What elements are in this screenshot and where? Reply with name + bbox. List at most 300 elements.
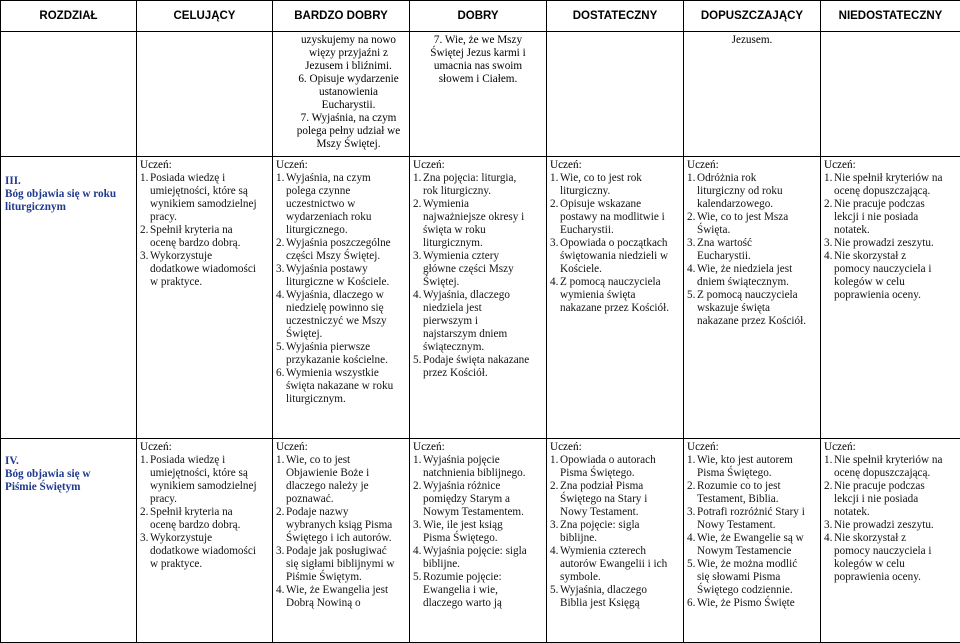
criterion-item (550, 545, 680, 584)
criterion-number: 3. (413, 250, 423, 289)
criterion-number: 5. (413, 354, 423, 380)
criterion-line: Nie pracuje podczas (834, 480, 925, 493)
uczen-label: Uczeń: (687, 159, 817, 172)
criterion-item (687, 597, 817, 610)
criterion-line: notatek. (834, 224, 925, 237)
criterion-line: ocenę dopuszczającą. (834, 185, 942, 198)
criterion-item (413, 480, 543, 519)
criterion-text (834, 532, 932, 584)
criterion-text (834, 237, 934, 250)
criterion-line: pierwszym i (423, 315, 510, 328)
criterion-line: Z pomocą nauczyciela (560, 276, 669, 289)
text-line: Eucharystii. (291, 99, 406, 112)
criterion-line: uczestniczyć we Mszy (286, 315, 387, 328)
criterion-text (423, 454, 526, 480)
criterion-line: Wykorzystuje (150, 532, 256, 545)
criterion-line: Posiada wiedzę i (150, 454, 257, 467)
criterion-line: pomocy nauczyciela i (834, 545, 932, 558)
uczen-label: Uczeń: (276, 441, 406, 454)
criterion-line: Zna pojęcia: liturgia, (423, 172, 516, 185)
criterion-text (150, 532, 256, 571)
criterion-text (697, 211, 788, 237)
criterion-line: Podaje święta nakazane (423, 354, 529, 367)
criterion-line: Nie pracuje podczas (834, 198, 925, 211)
criterion-text (697, 172, 783, 211)
text-line: słowem i Ciałem. (413, 73, 543, 86)
criterion-number: 3. (413, 519, 423, 545)
criterion-line: Wie, że Ewangelie są w (697, 532, 804, 545)
criterion-text (423, 289, 510, 354)
criterion-line: Rozumie pojęcie: (423, 571, 502, 584)
criterion-text (834, 172, 942, 198)
criterion-item (824, 519, 957, 532)
criterion-line: Świętego i ich autorów. (286, 532, 392, 545)
criterion-line: kalendarzowego. (697, 198, 783, 211)
criterion-line: wynikiem samodzielnej (150, 480, 257, 493)
criterion-text (150, 454, 257, 506)
criterion-line: Nie spełnił kryteriów na (834, 454, 942, 467)
criterion-line: Wyjaśnia pojęcie (423, 454, 526, 467)
criterion-item (276, 454, 406, 506)
criterion-number: 1. (276, 172, 286, 237)
criterion-text (286, 289, 387, 341)
header-dobry: DOBRY (410, 1, 547, 32)
criterion-line: ocenę dopuszczającą. (834, 467, 942, 480)
criterion-line: Wie, że można modlić (697, 558, 797, 571)
criterion-text (286, 263, 389, 289)
criterion-number: 3. (824, 237, 834, 250)
criterion-line: Zna pojęcie: sigla (560, 519, 640, 532)
criterion-number: 6. (687, 597, 697, 610)
criterion-line: najważniejsze okresy i (423, 211, 524, 224)
criterion-number: 3. (824, 519, 834, 532)
criterion-number: 1. (413, 172, 423, 198)
criterion-line: biblijne. (423, 558, 527, 571)
criterion-item (140, 224, 269, 250)
criterion-line: Wie, że Pismo Święte (697, 597, 795, 610)
criterion-number: 4. (276, 289, 286, 341)
text-line: Mszy Świętej. (291, 138, 406, 151)
criterion-line: uczestnictwo w (286, 198, 371, 211)
criterion-item (687, 506, 817, 532)
criterion-item (276, 506, 406, 545)
criterion-item (824, 237, 957, 250)
criterion-line: Zna podział Pisma (560, 480, 647, 493)
criterion-item (276, 172, 406, 237)
criterion-line: Święta. (697, 224, 788, 237)
criterion-line: Wyjaśnia pierwsze (286, 341, 388, 354)
criterion-line: przykazanie kościelne. (286, 354, 388, 367)
criterion-text (560, 480, 647, 519)
criterion-number: 1. (550, 172, 560, 198)
uczen-label: Uczeń: (413, 441, 543, 454)
criterion-line: liturgicznego. (286, 224, 371, 237)
uczen-label: Uczeń: (413, 159, 543, 172)
criterion-number: 3. (276, 545, 286, 584)
criterion-text (834, 480, 925, 519)
criterion-number: 4. (687, 532, 697, 558)
criterion-item (824, 250, 957, 302)
criterion-line: liturgicznym. (423, 237, 524, 250)
cell-bardzo-dobry (273, 439, 410, 643)
text-line: III. (5, 175, 133, 188)
cell-celujacy (137, 157, 273, 439)
criterion-text (286, 172, 371, 237)
criterion-item (550, 519, 680, 545)
criterion-line: się sigłami biblijnymi w (286, 558, 394, 571)
cell-bardzo-dobry-cont (273, 32, 410, 157)
criterion-item (413, 354, 543, 380)
criterion-line: Wyjaśnia pojęcie: sigla (423, 545, 527, 558)
criterion-line: poprawienia oceny. (834, 289, 932, 302)
criterion-line: Wie, co to jest (286, 454, 369, 467)
criterion-number: 2. (140, 506, 150, 532)
criterion-text (286, 545, 394, 584)
criterion-text (150, 172, 257, 224)
criterion-line: Spełnił kryteria na (150, 224, 240, 237)
criterion-text (286, 237, 391, 263)
criterion-line: poprawienia oceny. (834, 571, 932, 584)
header-niedostateczny: NIEDOSTATECZNY (821, 1, 960, 32)
criterion-line: wynikiem samodzielnej (150, 198, 257, 211)
criterion-line: dlaczego warto ją (423, 597, 502, 610)
criterion-item (824, 172, 957, 198)
cell-celujacy (137, 439, 273, 643)
criterion-line: ocenę bardzo dobrą. (150, 519, 240, 532)
criterion-line: Nie prowadzi zeszytu. (834, 237, 934, 250)
criterion-item (276, 584, 406, 610)
criterion-item (276, 367, 406, 406)
criterion-line: Wie, że Ewangelia jest (286, 584, 388, 597)
criterion-number: 3. (550, 237, 560, 276)
uczen-label: Uczeń: (140, 159, 269, 172)
criterion-item (824, 532, 957, 584)
header-dopuszczajacy: DOPUSZCZAJĄCY (684, 1, 821, 32)
text-line: polega pełny udział we (291, 125, 406, 138)
criterion-line: Z pomocą nauczyciela (697, 289, 806, 302)
criterion-line: Eucharystii. (560, 224, 665, 237)
criterion-line: Opisuje wskazane (560, 198, 665, 211)
criterion-number: 4. (824, 250, 834, 302)
criterion-item (413, 250, 543, 289)
criterion-text (834, 519, 934, 532)
criterion-line: Podaje nazwy (286, 506, 392, 519)
criterion-line: Dobrą Nowiną o (286, 597, 388, 610)
criterion-number: 5. (687, 558, 697, 597)
criterion-line: wymienia święta (560, 289, 669, 302)
criterion-line: Biblia jest Księgą (560, 597, 647, 610)
criterion-item (276, 341, 406, 367)
chapter-3-title (1, 157, 137, 439)
criterion-text (423, 519, 503, 545)
criterion-number: 2. (550, 480, 560, 519)
criterion-text (423, 198, 524, 250)
criterion-number: 5. (413, 571, 423, 610)
criterion-item (276, 289, 406, 341)
criterion-text (286, 341, 388, 367)
criterion-number: 5. (550, 584, 560, 610)
criterion-line: Pisma Świętego. (697, 467, 793, 480)
criterion-text (834, 250, 932, 302)
criterion-item (140, 454, 269, 506)
criterion-text (286, 367, 393, 406)
criterion-line: pracy. (150, 211, 257, 224)
criterion-number: 2. (413, 480, 423, 519)
criterion-text (423, 545, 527, 571)
criterion-number: 4. (687, 263, 697, 289)
criterion-number: 1. (140, 454, 150, 506)
criterion-text (697, 558, 797, 597)
criterion-text (697, 506, 805, 532)
header-bardzo-dobry: BARDZO DOBRY (273, 1, 410, 32)
criterion-line: kolegów w celu (834, 276, 932, 289)
table-row-continuation (1, 32, 960, 157)
criterion-line: lekcji i nie posiada (834, 211, 925, 224)
criterion-item (550, 454, 680, 480)
criterion-line: Wyjaśnia, na czym (286, 172, 371, 185)
criterion-item (550, 198, 680, 237)
criterion-line: postawy na modlitwie i (560, 211, 665, 224)
text-line: 6. Opisuje wydarzenie (291, 73, 406, 86)
criterion-line: Wyjaśnia, dlaczego (423, 289, 510, 302)
criterion-item (413, 571, 543, 610)
criterion-line: nakazane przez Kościół. (697, 315, 806, 328)
header-row (1, 1, 960, 32)
criterion-text (423, 480, 524, 519)
criterion-number: 5. (687, 289, 697, 328)
criterion-line: pomiędzy Starym a (423, 493, 524, 506)
text-line: Jezusem i bliźnimi. (291, 60, 406, 73)
criterion-number: 1. (824, 454, 834, 480)
text-line: umacnia nas swoim (413, 60, 543, 73)
criterion-line: Objawienie Boże i (286, 467, 369, 480)
cell-dopuszczajacy (684, 157, 821, 439)
cell-niedostateczny (821, 439, 960, 643)
criterion-text (560, 237, 668, 276)
cell-dostateczny (547, 439, 684, 643)
text-line: 7. Wyjaśnia, na czym (291, 112, 406, 125)
criterion-item (550, 584, 680, 610)
criterion-line: natchnienia biblijnego. (423, 467, 526, 480)
uczen-label: Uczeń: (550, 441, 680, 454)
criterion-line: Ewangelia i wie, (423, 584, 502, 597)
text-line: 7. Wie, że we Mszy (413, 34, 543, 47)
criterion-item (413, 454, 543, 480)
criterion-line: dodatkowe wiadomości (150, 263, 256, 276)
criterion-item (140, 172, 269, 224)
criterion-text (560, 545, 667, 584)
criterion-text (697, 263, 792, 289)
criterion-line: Opowiada o początkach (560, 237, 668, 250)
criterion-line: polega czynne (286, 185, 371, 198)
criterion-line: najstarszym dniem (423, 328, 510, 341)
criterion-number: 2. (687, 480, 697, 506)
criterion-line: Nie skorzystał z (834, 532, 932, 545)
criterion-line: dniem świątecznym. (697, 276, 792, 289)
text-line: IV. (5, 455, 133, 468)
text-line: więzy przyjaźni z (291, 47, 406, 60)
criterion-line: Kościele. (560, 263, 668, 276)
criterion-number: 2. (276, 237, 286, 263)
criterion-text (697, 289, 806, 328)
criterion-line: Wyjaśnia, dlaczego w (286, 289, 387, 302)
criterion-item (413, 172, 543, 198)
criterion-line: Nowy Testament. (697, 519, 805, 532)
cell-niedostateczny (821, 157, 960, 439)
criterion-number: 3. (276, 263, 286, 289)
criterion-line: Nie spełnił kryteriów na (834, 172, 942, 185)
criterion-line: Świętego codziennie. (697, 584, 797, 597)
criterion-line: biblijne. (560, 532, 640, 545)
criterion-line: Świętej. (286, 328, 387, 341)
criterion-line: Rozumie co to jest (697, 480, 781, 493)
criterion-item (687, 211, 817, 237)
criterion-line: przez Kościół. (423, 367, 529, 380)
criterion-text (697, 454, 793, 480)
criterion-line: liturgiczny od roku (697, 185, 783, 198)
criterion-item (140, 506, 269, 532)
criterion-number: 1. (550, 454, 560, 480)
uczen-label: Uczeń: (824, 441, 957, 454)
header-celujacy: CELUJĄCY (137, 1, 273, 32)
text-line: liturgicznym (5, 201, 133, 214)
criterion-item (550, 276, 680, 315)
criterion-item (140, 250, 269, 289)
cell-empty (137, 32, 273, 157)
criterion-line: umiejętności, które są (150, 467, 257, 480)
cell-dobry (410, 157, 547, 439)
criterion-line: Wyjaśnia poszczególne (286, 237, 391, 250)
criterion-line: symbole. (560, 571, 667, 584)
criterion-text (560, 198, 665, 237)
criterion-number: 2. (550, 198, 560, 237)
criterion-line: Eucharystii. (697, 250, 752, 263)
criterion-number: 3. (687, 237, 697, 263)
text-line: ustanowienia (291, 86, 406, 99)
table-row-chapter-4 (1, 439, 960, 643)
criterion-line: Odróżnia rok (697, 172, 783, 185)
criterion-item (687, 532, 817, 558)
criterion-number: 3. (550, 519, 560, 545)
criterion-item (824, 480, 957, 519)
criterion-number: 4. (413, 545, 423, 571)
criterion-line: Zna wartość (697, 237, 752, 250)
criterion-item (413, 289, 543, 354)
criterion-line: wybranych ksiąg Pisma (286, 519, 392, 532)
criterion-line: w praktyce. (150, 558, 256, 571)
criterion-number: 4. (824, 532, 834, 584)
criterion-text (423, 571, 502, 610)
cell-dobry (410, 439, 547, 643)
criterion-item (413, 545, 543, 571)
criterion-line: Nowym Testamentem. (423, 506, 524, 519)
criterion-number: 4. (276, 584, 286, 610)
criterion-number: 1. (687, 454, 697, 480)
criterion-line: Nie prowadzi zeszytu. (834, 519, 934, 532)
criterion-text (286, 584, 388, 610)
criterion-line: Wie, kto jest autorem (697, 454, 793, 467)
criterion-number: 2. (276, 506, 286, 545)
criterion-number: 2. (413, 198, 423, 250)
criterion-line: Wie, co to jest rok (560, 172, 642, 185)
uczen-label: Uczeń: (276, 159, 406, 172)
criterion-number: 4. (413, 289, 423, 354)
criterion-number: 2. (824, 480, 834, 519)
text-line: Bóg objawia się w (5, 468, 133, 481)
criterion-text (560, 276, 669, 315)
criterion-item (824, 198, 957, 237)
criterion-line: autorów Ewangelii i ich (560, 558, 667, 571)
criterion-line: poznawać. (286, 493, 369, 506)
criterion-number: 1. (687, 172, 697, 211)
criterion-number: 4. (550, 276, 560, 315)
criterion-line: liturgiczny. (560, 185, 642, 198)
criterion-line: w praktyce. (150, 276, 256, 289)
cell-bardzo-dobry (273, 157, 410, 439)
uczen-label: Uczeń: (140, 441, 269, 454)
cell-empty (547, 32, 684, 157)
criterion-line: pomocy nauczyciela i (834, 263, 932, 276)
criterion-item (687, 237, 817, 263)
criterion-item (413, 198, 543, 250)
criterion-text (697, 597, 795, 610)
criterion-line: Wymienia wszystkie (286, 367, 393, 380)
criterion-line: święta w roku (423, 224, 524, 237)
criterion-number: 2. (140, 224, 150, 250)
criterion-text (286, 454, 369, 506)
criterion-line: Podaje jak posługiwać (286, 545, 394, 558)
criterion-line: wskazuje święta (697, 302, 806, 315)
criterion-number: 1. (276, 454, 286, 506)
criterion-line: Wykorzystuje (150, 250, 256, 263)
criterion-line: Wymienia cztery (423, 250, 514, 263)
criterion-line: Nie skorzystał z (834, 250, 932, 263)
criterion-line: Wie, co to jest Msza (697, 211, 788, 224)
text-line: Jezusem. (687, 34, 817, 47)
criterion-line: główne części Mszy (423, 263, 514, 276)
criterion-line: Pisma Świętego. (423, 532, 503, 545)
criterion-text (286, 506, 392, 545)
table-row-chapter-3 (1, 157, 960, 439)
criterion-number: 3. (140, 532, 150, 571)
criterion-text (560, 454, 656, 480)
criterion-line: Świętego na Stary i (560, 493, 647, 506)
criterion-item (550, 480, 680, 519)
cell-dopuszczajacy (684, 439, 821, 643)
criterion-text (834, 198, 925, 237)
criterion-item (687, 558, 817, 597)
criterion-line: lekcji i nie posiada (834, 493, 925, 506)
uczen-label: Uczeń: (550, 159, 680, 172)
criterion-line: Spełnił kryteria na (150, 506, 240, 519)
criterion-line: rok liturgiczny. (423, 185, 516, 198)
criterion-line: świętowania niedzieli w (560, 250, 668, 263)
criterion-line: święta nakazane w roku (286, 380, 393, 393)
criterion-line: ocenę bardzo dobrą. (150, 237, 240, 250)
criterion-line: Pisma Świętego. (560, 467, 656, 480)
cell-dopuszczajacy-cont (684, 32, 821, 157)
criterion-text (150, 250, 256, 289)
criterion-line: Wyjaśnia postawy (286, 263, 389, 276)
header-dostateczny: DOSTATECZNY (547, 1, 684, 32)
criterion-item (276, 237, 406, 263)
criterion-number: 4. (550, 545, 560, 584)
criterion-number: 2. (824, 198, 834, 237)
criterion-line: Wymienia czterech (560, 545, 667, 558)
criterion-line: niedziela jest (423, 302, 510, 315)
criterion-text (423, 354, 529, 380)
criterion-line: Wie, że niedziela jest (697, 263, 792, 276)
